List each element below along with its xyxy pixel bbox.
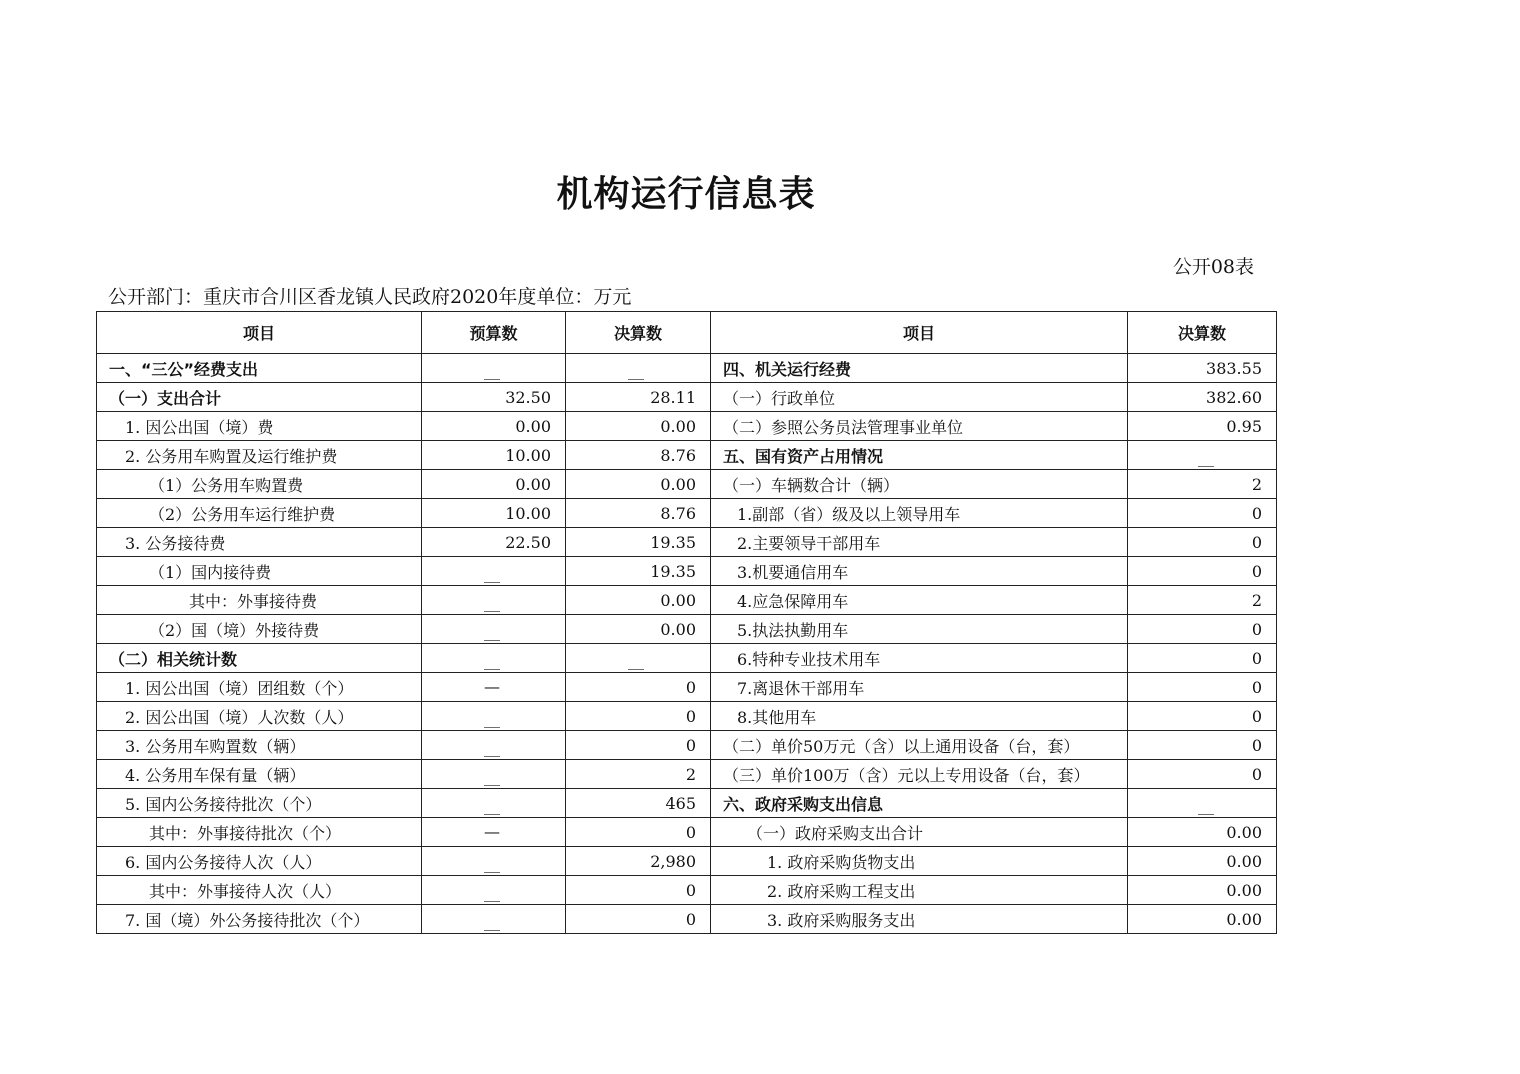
table-row	[97, 528, 1277, 557]
left-budget: __	[422, 615, 566, 644]
left-final: __	[566, 644, 711, 673]
left-final: 2	[566, 760, 711, 789]
left-item: 一、“三公”经费支出	[97, 354, 422, 383]
left-final: 2,980	[566, 847, 711, 876]
left-final: 465	[566, 789, 711, 818]
right-item: （二）参照公务员法管理事业单位	[711, 412, 1128, 441]
left-budget: 22.50	[422, 528, 566, 557]
left-budget: 32.50	[422, 383, 566, 412]
left-budget: __	[422, 789, 566, 818]
right-final: 0	[1128, 760, 1277, 789]
table-row	[97, 876, 1277, 905]
table-row	[97, 818, 1277, 847]
left-item: 其中：外事接待批次（个）	[97, 818, 422, 847]
left-final: 0.00	[566, 470, 711, 499]
right-final: 0	[1128, 528, 1277, 557]
left-final: 0	[566, 731, 711, 760]
right-final: 382.60	[1128, 383, 1277, 412]
table-row	[97, 789, 1277, 818]
left-budget: __	[422, 354, 566, 383]
left-final: 19.35	[566, 557, 711, 586]
table-header-row	[97, 312, 1277, 354]
right-final: 0	[1128, 731, 1277, 760]
table-row	[97, 760, 1277, 789]
right-item: 5.执法执勤用车	[711, 615, 1128, 644]
right-final: 0.00	[1128, 876, 1277, 905]
table-row	[97, 731, 1277, 760]
table-row	[97, 441, 1277, 470]
left-final: 8.76	[566, 499, 711, 528]
table-row	[97, 905, 1277, 934]
left-budget: __	[422, 644, 566, 673]
right-final: 2	[1128, 586, 1277, 615]
right-item: 4.应急保障用车	[711, 586, 1128, 615]
left-item: 1. 因公出国（境）团组数（个）	[97, 673, 422, 702]
header-final-right: 决算数	[1128, 312, 1277, 354]
header-item-right: 项目	[711, 312, 1128, 354]
right-final: 383.55	[1128, 354, 1277, 383]
left-budget: 0.00	[422, 470, 566, 499]
right-final: __	[1128, 441, 1277, 470]
table-row	[97, 702, 1277, 731]
left-budget: 10.00	[422, 499, 566, 528]
right-item: 3.机要通信用车	[711, 557, 1128, 586]
right-final: 0.00	[1128, 847, 1277, 876]
right-item: 1.副部（省）级及以上领导用车	[711, 499, 1128, 528]
left-budget: __	[422, 847, 566, 876]
right-item: 2. 政府采购工程支出	[711, 876, 1128, 905]
right-final: __	[1128, 789, 1277, 818]
right-item: 3. 政府采购服务支出	[711, 905, 1128, 934]
header-budget: 预算数	[422, 312, 566, 354]
table-row	[97, 470, 1277, 499]
left-final: 0	[566, 702, 711, 731]
left-item: 3. 公务用车购置数（辆）	[97, 731, 422, 760]
left-final: 19.35	[566, 528, 711, 557]
left-budget: __	[422, 731, 566, 760]
table-row	[97, 499, 1277, 528]
table-row	[97, 383, 1277, 412]
left-final: __	[566, 354, 711, 383]
right-item: 6.特种专业技术用车	[711, 644, 1128, 673]
table-row	[97, 615, 1277, 644]
right-item: 1. 政府采购货物支出	[711, 847, 1128, 876]
left-budget: __	[422, 586, 566, 615]
right-final: 0	[1128, 644, 1277, 673]
table-row	[97, 412, 1277, 441]
left-item: 7. 国（境）外公务接待批次（个）	[97, 905, 422, 934]
left-final: 8.76	[566, 441, 711, 470]
right-item: 8.其他用车	[711, 702, 1128, 731]
left-item: 2. 因公出国（境）人次数（人）	[97, 702, 422, 731]
department-line: 公开部门：重庆市合川区香龙镇人民政府2020年度单位：万元	[108, 286, 632, 308]
left-item: 5. 国内公务接待批次（个）	[97, 789, 422, 818]
table-row	[97, 644, 1277, 673]
left-final: 0	[566, 905, 711, 934]
table-row	[97, 557, 1277, 586]
right-item: （一）政府采购支出合计	[711, 818, 1128, 847]
right-final: 0	[1128, 615, 1277, 644]
left-item: （1）公务用车购置费	[97, 470, 422, 499]
right-item: （三）单价100万（含）元以上专用设备（台，套）	[711, 760, 1128, 789]
left-budget: __	[422, 905, 566, 934]
left-item: （二）相关统计数	[97, 644, 422, 673]
left-item: 1. 因公出国（境）费	[97, 412, 422, 441]
left-final: 0.00	[566, 586, 711, 615]
left-budget: __	[422, 702, 566, 731]
right-final: 0	[1128, 499, 1277, 528]
left-final: 0	[566, 876, 711, 905]
left-item: （一）支出合计	[97, 383, 422, 412]
left-budget: —	[422, 673, 566, 702]
header-final: 决算数	[566, 312, 711, 354]
right-item: 四、机关运行经费	[711, 354, 1128, 383]
left-item: 6. 国内公务接待人次（人）	[97, 847, 422, 876]
left-final: 0.00	[566, 412, 711, 441]
info-table	[96, 311, 1277, 934]
right-final: 0	[1128, 557, 1277, 586]
left-item: 3. 公务接待费	[97, 528, 422, 557]
form-number: 公开08表	[1172, 256, 1254, 278]
left-item: （2）国（境）外接待费	[97, 615, 422, 644]
table-row	[97, 673, 1277, 702]
right-final: 0	[1128, 702, 1277, 731]
left-budget: __	[422, 557, 566, 586]
left-budget: —	[422, 818, 566, 847]
left-budget: __	[422, 760, 566, 789]
right-item: （一）行政单位	[711, 383, 1128, 412]
left-item: 4. 公务用车保有量（辆）	[97, 760, 422, 789]
table-row	[97, 354, 1277, 383]
table-row	[97, 847, 1277, 876]
left-item: 其中：外事接待人次（人）	[97, 876, 422, 905]
right-final: 0.95	[1128, 412, 1277, 441]
left-budget: __	[422, 876, 566, 905]
header-item: 项目	[97, 312, 422, 354]
left-item: （1）国内接待费	[97, 557, 422, 586]
right-final: 2	[1128, 470, 1277, 499]
right-item: 2.主要领导干部用车	[711, 528, 1128, 557]
left-item: 其中：外事接待费	[97, 586, 422, 615]
left-budget: 10.00	[422, 441, 566, 470]
right-item: 六、政府采购支出信息	[711, 789, 1128, 818]
right-item: 五、国有资产占用情况	[711, 441, 1128, 470]
left-final: 0	[566, 818, 711, 847]
right-item: （一）车辆数合计（辆）	[711, 470, 1128, 499]
right-final: 0	[1128, 673, 1277, 702]
page-title: 机构运行信息表	[556, 174, 816, 215]
left-final: 0.00	[566, 615, 711, 644]
right-final: 0.00	[1128, 905, 1277, 934]
table-row	[97, 586, 1277, 615]
left-item: 2. 公务用车购置及运行维护费	[97, 441, 422, 470]
right-item: （二）单价50万元（含）以上通用设备（台，套）	[711, 731, 1128, 760]
left-item: （2）公务用车运行维护费	[97, 499, 422, 528]
left-budget: 0.00	[422, 412, 566, 441]
right-final: 0.00	[1128, 818, 1277, 847]
left-final: 28.11	[566, 383, 711, 412]
right-item: 7.离退休干部用车	[711, 673, 1128, 702]
left-final: 0	[566, 673, 711, 702]
